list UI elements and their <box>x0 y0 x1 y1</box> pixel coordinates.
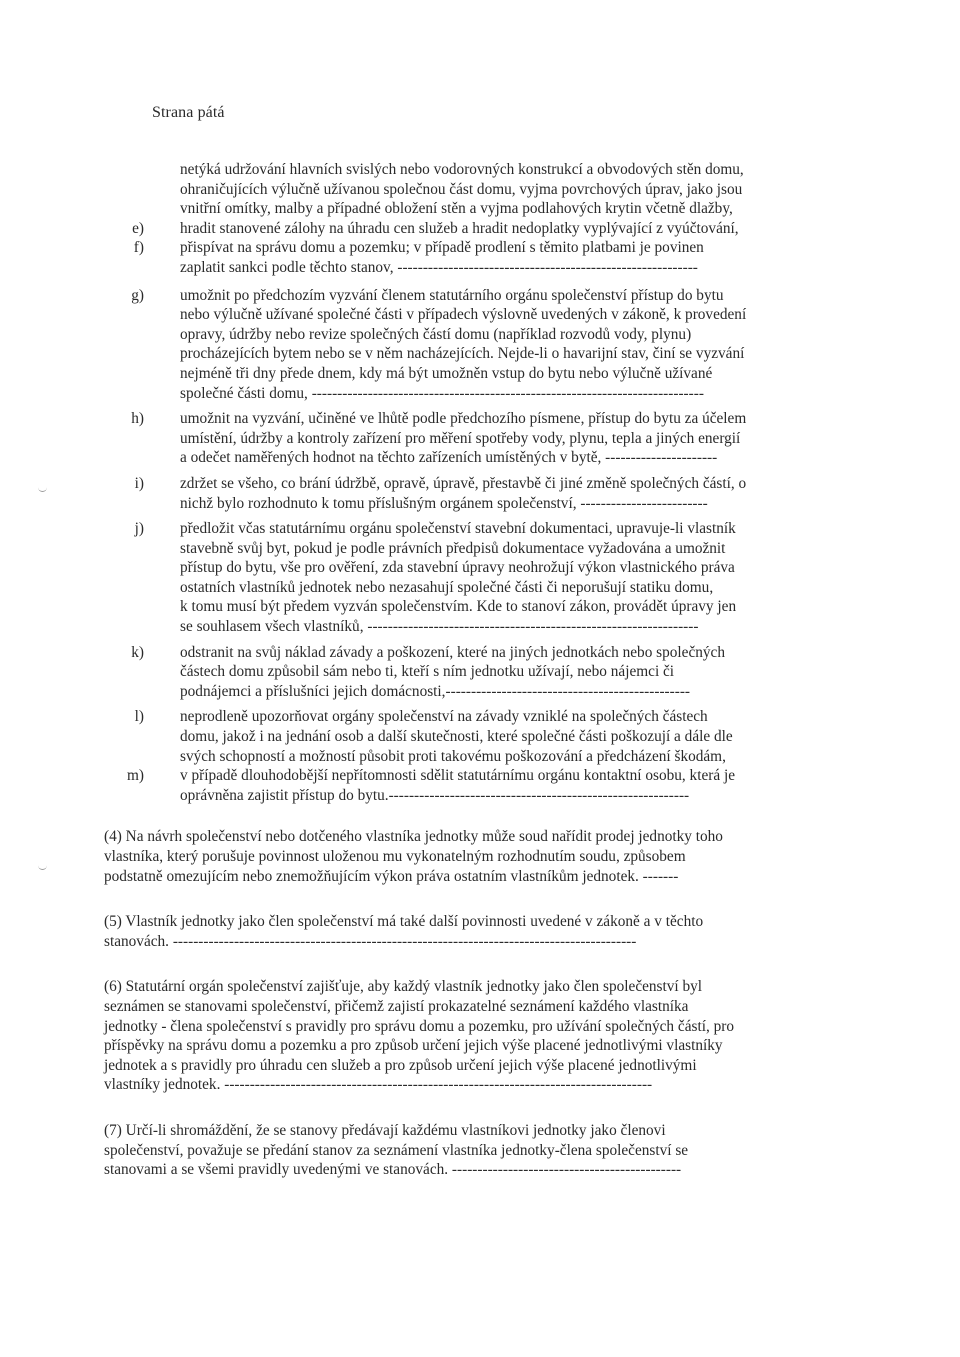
text-line: společné části domu, ----------------------------------------------------------------------------- <box>180 384 704 402</box>
text-line: umožnit po předchozím vyzvání členem statutárního orgánu společenství přístup do bytu <box>180 286 724 304</box>
text-line: oprávněna zajistit přístup do bytu.----------------------------------------------------------- <box>180 786 690 804</box>
text-line: se souhlasem všech vlastníků, ----------------------------------------------------------------- <box>180 618 699 636</box>
text-line: vlastníky jednotek. ------------------------------------------------------------------------------------ <box>104 1076 653 1094</box>
page-title: Strana pátá <box>152 104 225 121</box>
list-item <box>104 238 840 277</box>
list-item <box>104 643 840 702</box>
list-item <box>104 766 840 805</box>
text-line: stanovami a se všemi pravidly uvedenými ve stanovách. --------------------------------------------- <box>104 1161 682 1179</box>
obligations-list <box>104 160 840 805</box>
list-item <box>104 286 840 404</box>
text-line: jednotky - člena společenství s pravidly pro správu domu a pozemku, pro užívání společných částí, pro <box>104 1017 734 1035</box>
text-line: podstatně omezujícím nebo znemožňujícím výkon práva ostatním vlastníkům jednotek. ------- <box>104 867 679 885</box>
text-line: částech domu způsobil sám nebo ti, kteří s ním jednotku užívají, nebo nájemci či <box>180 663 675 681</box>
list-continuation <box>104 160 840 219</box>
text-line: předložit včas statutárnímu orgánu společenství stavební dokumentaci, upravuje-li vlastník <box>180 520 736 538</box>
list-item <box>104 519 840 637</box>
text-line: odstranit na svůj náklad závady a poškození, které na jiných jednotkách nebo společných <box>180 643 725 661</box>
text-line: a odečet naměřených hodnot na těchto zařízeních umístěných v bytě, ---------------------- <box>180 449 718 467</box>
text-line: nejméně tři dny přede dnem, kdy má být umožněn vstup do bytu nebo výlučně užívané <box>180 364 713 382</box>
list-item <box>104 409 840 468</box>
text-line: (7) Určí-li shromáždění, že se stanovy předávají každému vlastníkovi jednotky jako členovi <box>104 1121 666 1139</box>
list-marker: e) <box>132 219 144 237</box>
text-line: přístup do bytu, vše pro ověření, zda stavební úpravy neohrožují výkon vlastnického práva <box>180 559 735 577</box>
list-item <box>104 219 840 239</box>
list-item <box>104 474 840 513</box>
text-line: přispívat na správu domu a pozemku; v případě prodlení s těmito platbami je povinen <box>180 239 704 257</box>
list-marker: f) <box>133 239 144 257</box>
paragraph-4 <box>104 827 840 886</box>
text-line: svých schopností a možností působit proti takovému poškozování a předcházení škodám, <box>180 747 726 765</box>
text-line: nichž bylo rozhodnuto k tomu příslušným orgánem společenství, ------------------------- <box>180 494 708 512</box>
list-item <box>104 707 840 766</box>
document-body <box>104 160 840 1180</box>
text-line: stanovách. ------------------------------------------------------------------------------------------- <box>104 932 637 950</box>
text-line: společenství, považuje se předání stanov za seznámení vlastníka jednotky-člena společenství se <box>104 1141 689 1159</box>
text-line: vnitřní omítky, malby a případné obložení stěn a vyjma podlahových krytin včetně dlažby, <box>180 200 733 218</box>
text-line: příspěvky na správu domu a pozemku a pro způsob určení jejich výše placené jednotlivými vlastníky <box>104 1037 723 1055</box>
list-marker: m) <box>127 767 144 785</box>
list-marker: i) <box>134 474 144 492</box>
list-marker: g) <box>131 286 144 304</box>
text-line: umístění, údržby a kontroly zařízení pro měření spotřeby vody, plynu, tepla a jiných energií <box>180 429 741 447</box>
list-marker: l) <box>134 708 144 726</box>
text-line: nebo výlučně užívané společné části v případech výslovně uvedených v zákoně, k provedení <box>180 306 747 324</box>
text-line: stavebně svůj byt, pokud je podle právních předpisů dokumentace vyžadována a umožnit <box>180 539 726 557</box>
text-line: ohraničujících výlučně užívanou společnou část domu, vyjma povrchových úprav, jako jsou <box>180 180 743 198</box>
text-line: domu, jakož i na jednání osob a další skutečnosti, které společné části poškozují a dále dle <box>180 728 733 746</box>
text-line: hradit stanovené zálohy na úhradu cen služeb a hradit nedoplatky vyplývající z vyúčtování, <box>180 219 739 237</box>
text-line: seznámen se stanovami společenství, přičemž zajistí prokazatelné seznámení každého vlastníka <box>104 997 689 1015</box>
text-line: jednotek a s pravidly pro úhradu cen služeb a pro způsob určení jejich výše placené jednotlivými <box>104 1056 697 1074</box>
text-line: neprodleně upozorňovat orgány společenství na závady vzniklé na společných částech <box>180 708 708 726</box>
text-line: (5) Vlastník jednotky jako člen společenství má také další povinnosti uvedené v zákoně a v těchto <box>104 913 704 931</box>
text-line: procházejících bytem nebo se v něm nacházejících. Nejde-li o havarijní stav, činí se vyzvání <box>180 345 745 363</box>
text-line: (6) Statutární orgán společenství zajišťuje, aby každý vlastník jednotky jako člen společenství byl <box>104 978 703 996</box>
text-line: umožnit na vyzvání, učiněné ve lhůtě podle předchozího písmene, přístup do bytu za účelem <box>180 410 747 428</box>
paragraph-7 <box>104 1121 840 1180</box>
text-line: ostatních vlastníků jednotek nebo nezasahují společné části či neporušují statiku domu, <box>180 578 714 596</box>
text-line: v případě dlouhodobější nepřítomnosti sdělit statutárnímu orgánu kontaktní osobu, která je <box>180 767 735 785</box>
paragraph-6 <box>104 977 840 1095</box>
text-line: zdržet se všeho, co brání údržbě, opravě, úpravě, přestavbě či jiné změně společných částí, o <box>180 474 747 492</box>
text-line: k tomu musí být předem vyzván společenstvím. Kde to stanoví zákon, provádět úpravy jen <box>180 598 737 616</box>
text-line: zaplatit sankci podle těchto stanov, ----------------------------------------------------------- <box>180 258 698 276</box>
list-marker: h) <box>131 410 144 428</box>
text-line: podnájemci a příslušníci jejich domácnosti,------------------------------------------------ <box>180 682 691 700</box>
text-line: (4) Na návrh společenství nebo dotčeného vlastníka jednotky může soud nařídit prodej jednotky toho <box>104 828 723 846</box>
text-line: opravy, údržby nebo revize společných částí domu (například rozvodů vody, plynu) <box>180 325 692 343</box>
margin-scan-mark <box>38 482 47 492</box>
list-marker: k) <box>131 643 144 661</box>
text-line: vlastníka, který porušuje povinnost uloženou mu vykonatelným rozhodnutím soudu, způsobem <box>104 848 686 865</box>
text-line: netýká udržování hlavních svislých nebo vodorovných konstrukcí a obvodových stěn domu, <box>180 161 744 178</box>
list-marker: j) <box>134 520 144 538</box>
margin-scan-mark <box>38 860 47 870</box>
paragraph-5 <box>104 912 840 951</box>
